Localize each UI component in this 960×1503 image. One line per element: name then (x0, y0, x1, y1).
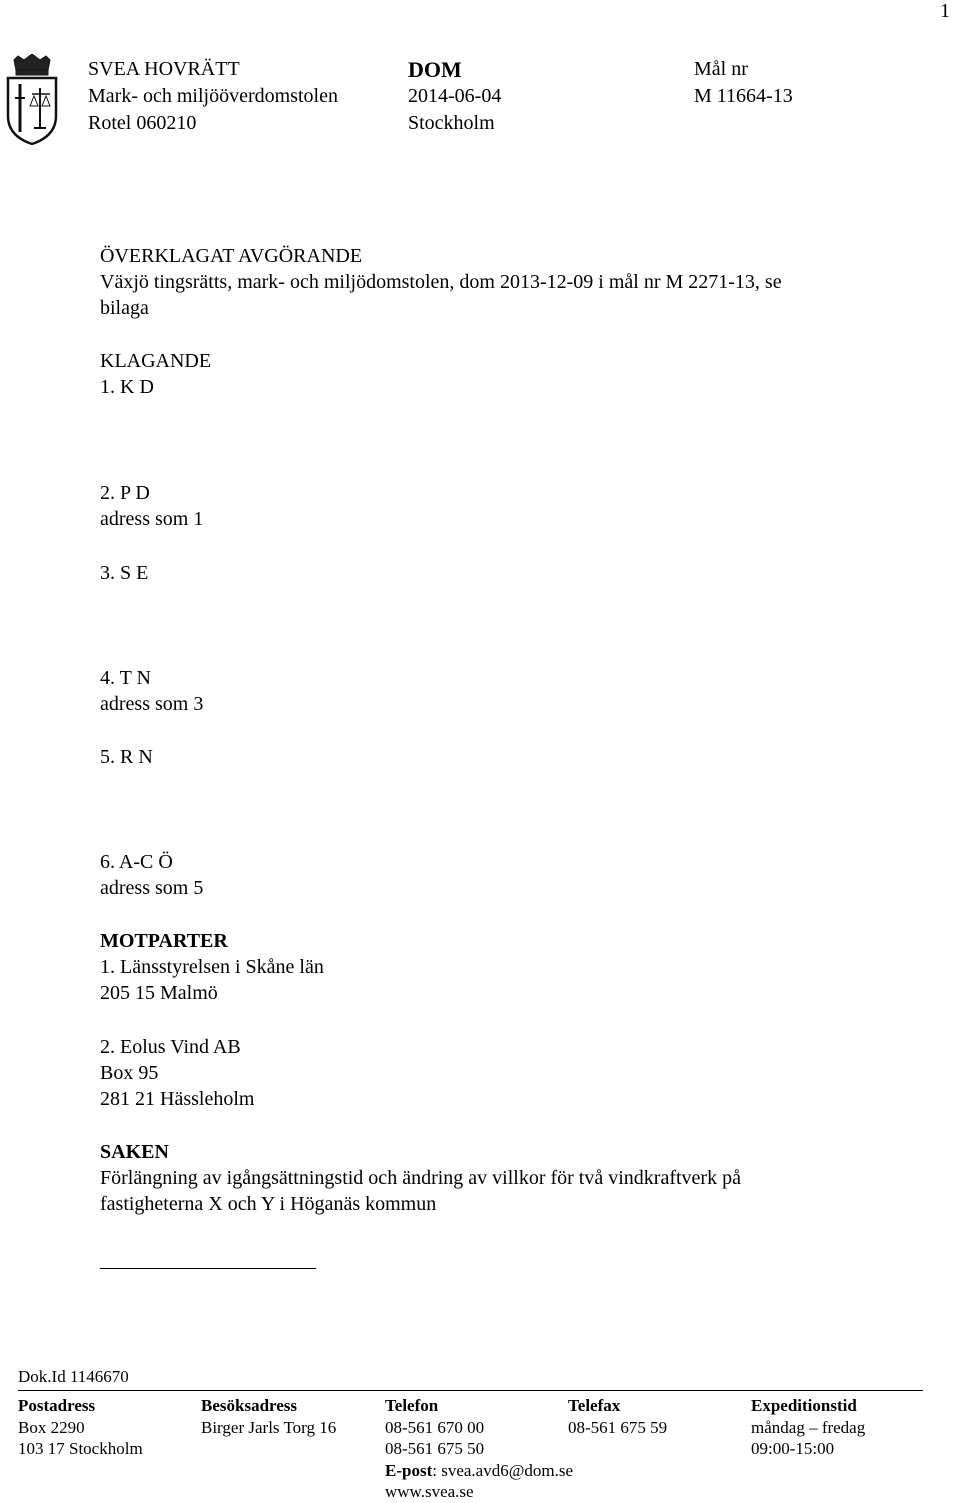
document-id: Dok.Id 1146670 (18, 1367, 129, 1386)
email-label: E-post (385, 1460, 433, 1480)
appellant-2 (100, 480, 203, 532)
section-divider (100, 1268, 316, 1269)
court-name: SVEA HOVRÄTT (88, 58, 240, 80)
footer-value: måndag – fredag (751, 1417, 866, 1437)
counterparty-2 (100, 1034, 254, 1112)
appellant-address: adress som 3 (100, 693, 204, 715)
footer-heading: Postadress (18, 1396, 96, 1415)
appealed-decision-line: Växjö tingsrätts, mark- och miljödomstolen, dom 2013-12-09 i mål nr M 2271-13, se (100, 271, 782, 293)
footer-office-hours (751, 1395, 865, 1460)
footer-value: 08-561 675 50 (385, 1439, 485, 1458)
counterparty-1-name: 1. Länsstyrelsen i Skåne län (100, 956, 324, 978)
footer-postal-address (18, 1395, 143, 1460)
matter-line: fastigheterna X och Y i Höganäs kommun (100, 1193, 437, 1215)
court-emblem-icon (4, 54, 60, 146)
footer-fax (568, 1395, 667, 1438)
counterparties-section (100, 928, 324, 1006)
page-number: 1 (940, 0, 950, 22)
case-label: Mål nr (694, 58, 748, 80)
appellant-5: 5. R N (100, 746, 153, 768)
appealed-decision-line: bilaga (100, 297, 149, 319)
document-place: Stockholm (408, 112, 495, 134)
case-number: M 11664-13 (694, 85, 793, 107)
footer-visiting-address (201, 1395, 336, 1438)
appellant-address: adress som 5 (100, 877, 204, 899)
counterparties-title: MOTPARTER (100, 930, 228, 952)
case-block (694, 56, 793, 110)
appellants-title: KLAGANDE (100, 350, 212, 372)
footer-heading: Telefon (385, 1396, 439, 1415)
counterparty-1-address: 205 15 Malmö (100, 982, 218, 1004)
document-date: 2014-06-04 (408, 85, 502, 107)
footer-heading: Telefax (568, 1396, 621, 1415)
appellant-name: 4. T N (100, 667, 151, 689)
counterparty-2-name: 2. Eolus Vind AB (100, 1036, 241, 1058)
matter-section (100, 1139, 741, 1217)
footer-value: Birger Jarls Torg 16 (201, 1417, 337, 1437)
document-block (408, 56, 501, 137)
footer-value: 08-561 675 59 (568, 1417, 668, 1437)
email-value[interactable]: : svea.avd6@dom.se (432, 1460, 573, 1480)
footer-heading: Besöksadress (201, 1396, 298, 1415)
appealed-decision-title: ÖVERKLAGAT AVGÖRANDE (100, 245, 363, 267)
matter-title: SAKEN (100, 1141, 169, 1163)
appellant-name: 6. A-C Ö (100, 851, 173, 873)
appellant-3: 3. S E (100, 562, 149, 584)
document-type: DOM (408, 57, 462, 82)
counterparty-2-address: 281 21 Hässleholm (100, 1088, 255, 1110)
footer-value: 08-561 670 00 (385, 1417, 485, 1437)
appellant-1: 1. K D (100, 376, 154, 398)
matter-line: Förlängning av igångsättningstid och ändring av villkor för två vindkraftverk på (100, 1167, 741, 1189)
appealed-decision-section (100, 243, 782, 321)
footer-website-link[interactable]: www.svea.se (385, 1482, 474, 1501)
counterparty-2-box: Box 95 (100, 1062, 159, 1084)
appellant-6 (100, 849, 203, 901)
appellant-address: adress som 1 (100, 508, 204, 530)
footer-value: Box 2290 (18, 1417, 85, 1437)
footer-value: 103 17 Stockholm (18, 1439, 143, 1458)
footer-phone (385, 1395, 573, 1503)
court-block (88, 56, 338, 137)
footer-email[interactable] (385, 1460, 573, 1482)
court-division: Mark- och miljööverdomstolen (88, 85, 338, 107)
appellant-name: 2. P D (100, 482, 150, 504)
appellant-4 (100, 665, 203, 717)
footer-value: 09:00-15:00 (751, 1439, 835, 1458)
court-rotel: Rotel 060210 (88, 112, 197, 134)
footer-heading: Expeditionstid (751, 1396, 857, 1415)
footer-divider (18, 1390, 923, 1391)
